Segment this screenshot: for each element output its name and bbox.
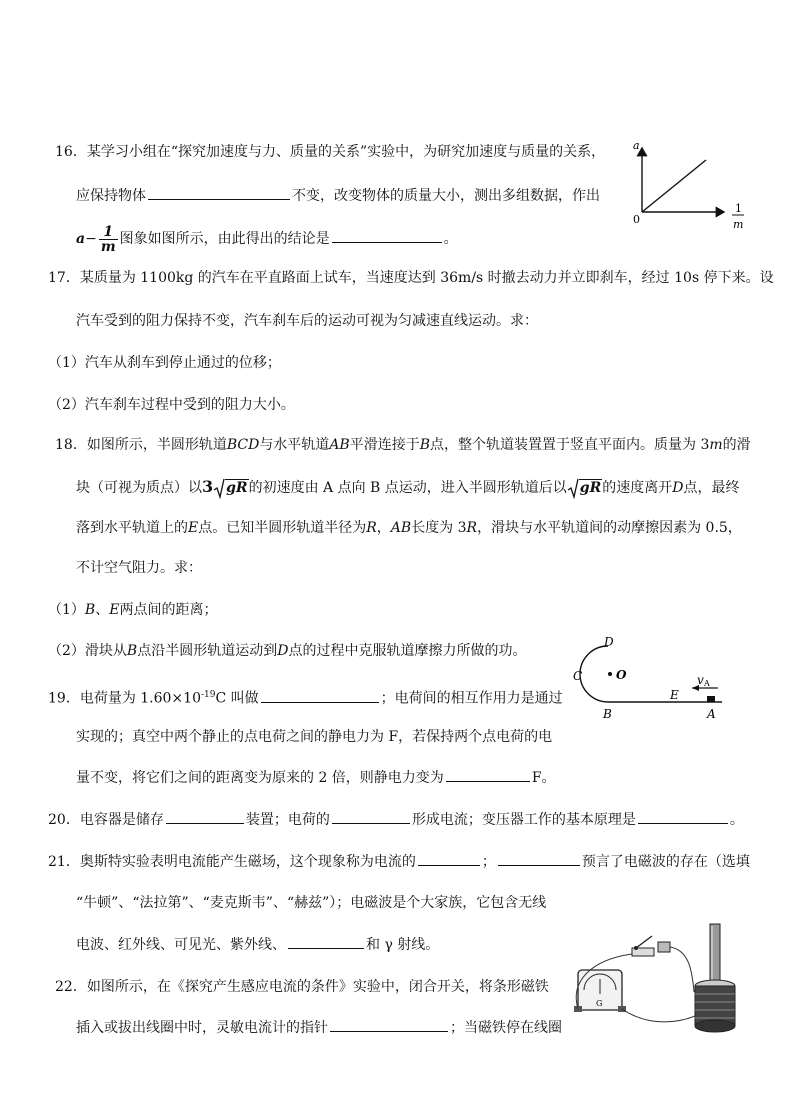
q18-l3g: 长度为 3 [411,520,467,536]
q16-text-3b: 图象如图所示，由此得出的结论是 [119,231,330,247]
q18-line4: 不计空气阻力。求： [76,560,202,576]
q18-l1h: m [709,437,723,453]
q18-label-v: v [697,673,704,687]
q18-l1f: B [419,437,431,453]
q21-line1 [48,851,750,872]
q16-expr-a: a [76,231,86,247]
q20-d: 。 [729,812,744,828]
q16-expr-frac [99,225,118,254]
q19-l3b: F。 [531,770,556,786]
q16-frac-num: 1 [99,225,118,240]
q22-l2b: ；当磁铁停在线圈 [450,1020,562,1036]
q16-x-label-num: 1 [735,202,742,215]
q18-label-v-sub: A [704,679,710,688]
q18-semicircle-track [580,646,608,702]
q16-blank-1[interactable] [148,185,290,200]
q20-blank-3[interactable] [638,809,728,824]
q22-l2a: 插入或拔出线圈中时，灵敏电流计的指针 [76,1020,328,1036]
q18-sub2d: D [277,643,289,659]
q17-line2: 汽车受到的阻力保持不变，汽车刹车后的运动可视为匀减速直线运动。求： [76,313,538,329]
q19-line1 [48,685,563,709]
q21-l1b: ； [481,854,496,870]
q16-number: 16． [55,144,87,160]
q18-sub2c: 点沿半圆形轨道运动到 [137,643,278,659]
q18-sub1d: E [109,602,120,618]
q22-line1: 22．如图所示，在《探究产生感应电流的条件》实验中，闭合开关，将条形磁铁 [55,979,549,995]
q20-blank-1[interactable] [166,809,244,824]
q18-l1e: 平滑连接于 [349,437,420,453]
switch-pivot [634,946,638,950]
q16-origin-label: 0 [633,213,640,226]
q19-l1a: 19．电荷量为 1.60×10 [48,690,201,707]
q18-label-A: A [707,707,716,721]
q21-blank-2[interactable] [498,851,580,866]
q18-slider-block [707,696,715,702]
q18-label-D: D [604,636,614,649]
galvanometer-terminal-left [574,1006,582,1012]
q19-blank-1[interactable] [261,688,379,703]
q19-l1c: ；电荷间的相互作用力是通过 [380,690,563,707]
q18-sqrt-sign-1 [213,477,225,499]
q17-sub2: （2）汽车刹车过程中受到的阻力大小。 [48,397,295,413]
q16-text-2a: 应保持物体 [76,188,146,204]
q19-line2: 实现的；真空中两个静止的点电荷之间的静电力为 F，若保持两个点电荷的电 [76,729,553,745]
q16-graph-line [642,160,706,212]
q18-l3c: 点。已知半圆形轨道半径为 [198,520,367,536]
q18-label-B: B [603,707,612,721]
q16-blank-2[interactable] [332,228,442,243]
coil-bottom [695,1020,735,1032]
q18-l3f: AB [390,520,412,536]
q17-sub1: （1）汽车从刹车到停止通过的位移； [48,355,281,371]
q19-l1b: C 叫做 [215,690,259,707]
q22-apparatus-figure [570,922,750,1042]
q18-l2-radicand-2: gR [579,480,602,496]
q17-line1: 17．某质量为 1100kg 的汽车在平直路面上试车，当速度达到 36m/s 时撤去动力并立即刹车，经过 10s 停下来。设 [48,270,774,286]
q16-graph [624,136,754,236]
q18-l3i: ，滑块与水平轨道间的动摩擦因素为 0.5， [477,520,742,536]
q21-l3b: 和 γ 射线。 [366,937,440,953]
q18-l2-radicand: gR [226,480,248,496]
q18-sub2b: B [126,643,138,659]
q16-line3 [76,222,458,256]
q18-l3d: R [366,520,377,536]
q16-text-1: 某学习小组在“探究加速度与力、质量的关系”实验中，为研究加速度与质量的关系， [86,144,606,160]
q21-l3a: 电波、红外线、可见光、紫外线、 [76,937,286,953]
q18-center-point [608,672,612,676]
q21-blank-3[interactable] [288,934,364,949]
q20-line [48,809,744,830]
q18-sub1a: （1） [48,602,85,618]
q20-a: 20．电容器是储存 [48,812,164,828]
q16-y-label: a [633,139,640,152]
q20-blank-2[interactable] [332,809,410,824]
q19-blank-2[interactable] [446,767,530,782]
q22-blank-1[interactable] [330,1017,448,1032]
q18-l2c: 的速度离开 [602,480,673,496]
q20-b: 装置；电荷的 [245,812,330,828]
q18-l1c: 与水平轨道 [259,437,330,453]
q18-l2e: 点，最终 [683,480,740,496]
q21-line3 [76,934,439,955]
q18-l2-coef: 3 [202,477,214,496]
q16-frac-den: m [100,238,116,255]
q21-l1c: 预言了电磁波的存在（选填 [581,854,750,870]
q20-c: 形成电流；变压器工作的基本原理是 [411,812,636,828]
q18-l2b: 的初速度由 A 点向 B 点运动，进入半圆形轨道后以 [248,480,567,496]
q18-sub2 [48,641,526,661]
q18-track-figure [566,636,738,726]
q19-l3a: 量不变，将它们之间的距离变为原来的 2 倍，则静电力变为 [76,770,444,786]
q18-line3 [76,518,742,538]
q19-l1-sup: -19 [200,690,216,700]
q18-l3e: ， [376,520,391,536]
q18-label-O: O [616,668,627,682]
q18-l3a: 落到水平轨道上的 [76,520,188,536]
q21-line2: “牛顿”、“法拉第”、“麦克斯韦”、“赫兹”）；电磁波是个大家族，它包含无线 [76,895,547,911]
wire-2 [670,947,694,992]
q21-l1a: 21．奥斯特实验表明电流能产生磁场，这个现象称为电流的 [48,854,416,870]
q22-line2 [76,1017,562,1038]
q18-sub1e: 两点间的距离； [119,602,218,618]
q18-label-E: E [670,688,679,702]
q18-sub2e: 点的过程中克服轨道摩擦力所做的功。 [288,643,527,659]
q18-sub1c: 、 [95,602,110,618]
q18-l2a: 块（可视为质点）以 [76,480,202,496]
q18-line2 [76,474,739,500]
q16-line1 [55,142,605,162]
q16-text-3end: 。 [443,231,458,247]
q18-l1d: AB [329,437,350,453]
q16-line2 [76,185,600,206]
q18-sub2a: （2）滑块从 [48,643,127,659]
q18-sub1b: B [84,602,96,618]
q18-l1i: 的滑 [722,437,751,453]
q19-line3 [76,767,556,788]
q18-sub1 [48,600,217,620]
q16-x-label-den: m [733,218,744,231]
q18-l1a: 如图所示，半圆形轨道 [86,437,227,453]
q16-text-2b: 不变，改变物体的质量大小，测出多组数据，作出 [292,188,600,204]
q18-l2d: D [672,480,684,496]
q18-sqrt-sign-2 [567,477,579,499]
q18-label-C: C [573,669,583,683]
q16-expr-minus: − [85,231,97,247]
switch-icon [636,936,652,948]
q18-l3h: R [466,520,478,536]
q21-blank-1[interactable] [418,851,480,866]
q18-number: 18． [55,437,87,453]
q18-l3b: E [188,520,199,536]
q18-l1b: BCD [226,437,260,453]
galvanometer-label: G [596,999,603,1008]
q18-l1g: 点，整个轨道装置置于竖直平面内。质量为 3 [430,437,710,453]
q18-line1 [55,435,751,455]
battery-icon [658,942,670,952]
wire-3 [622,1009,695,1022]
